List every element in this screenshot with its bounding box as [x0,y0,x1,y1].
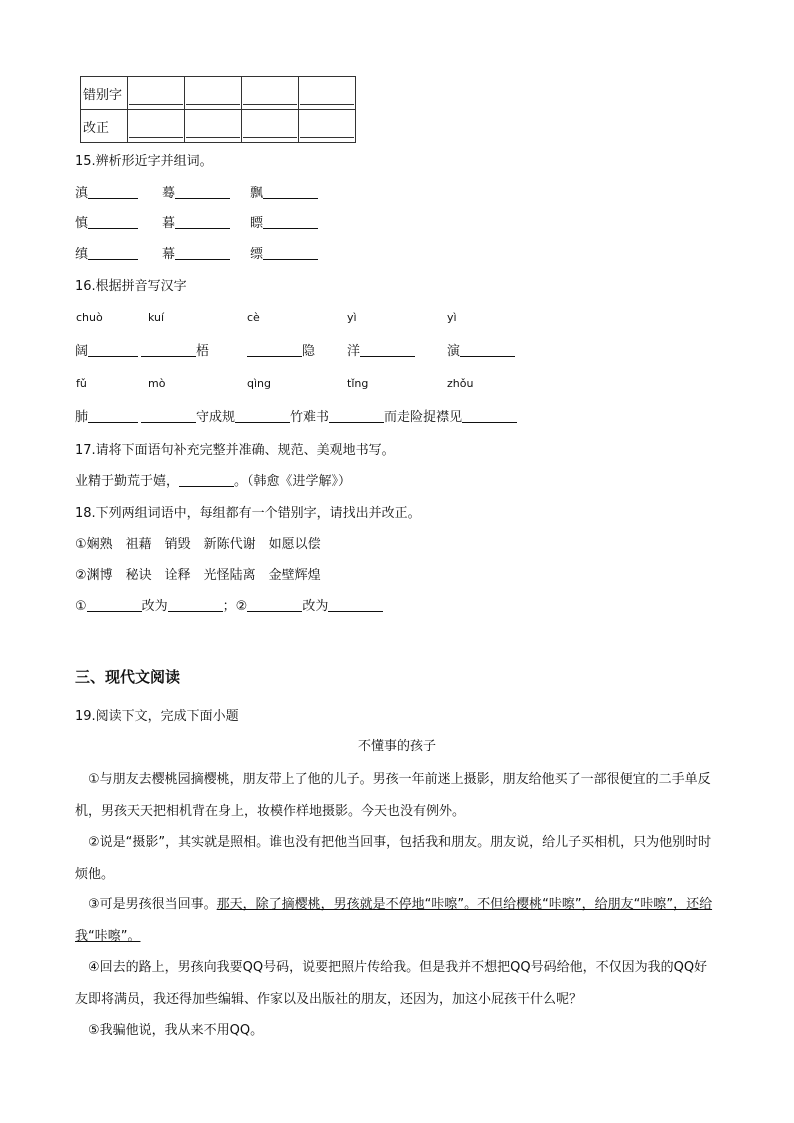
answer-cell[interactable] [128,110,185,143]
row-label-correct: 改正 [81,110,128,143]
pinyin-label: kuí [148,311,165,324]
passage-paragraph-4: ④回去的路上，男孩向我要QQ号码，说要把照片传给我。但是我并不想把QQ号码给他，不仅因为我的QQ好友即将满员，我还得加些编辑、作家以及出版社的朋友，还因为，加这小屁孩干什么呢？ [75,960,708,1007]
answer-blank[interactable] [141,409,196,423]
passage-paragraph-1: ①与朋友去樱桃园摘樱桃，朋友带上了他的儿子。男孩一年前迷上摄影，朋友给他买了一部很便宜的二手单反机，男孩天天把相机背在身上，妆模作样地摄影。今天也没有例外。 [75,772,711,819]
answer-blank[interactable] [247,343,302,357]
answer-blank[interactable] [263,246,318,260]
answer-blank[interactable] [88,409,138,423]
q15-item: 暮 [162,215,230,233]
underlined-sentence: 那天，除了摘樱桃，男孩就是不停地“咔嚓”。不但给樱桃“咔嚓”，给朋友“咔嚓”，还给我“咔嚓”。 [75,897,713,944]
table-row [81,110,356,143]
answer-blank[interactable] [235,409,290,423]
question-16-title: 16.根据拼音写汉字 [75,279,187,294]
answer-cell[interactable] [185,110,242,143]
answer-blank[interactable] [263,215,318,229]
answer-blank[interactable] [328,598,383,612]
pinyin-label: zhǒu [447,377,474,390]
q16-row2: 肺 守成规 竹难书 而走险捉襟见 [75,409,517,427]
q17-sentence: 业精于勤荒于嬉， 。（韩愈《进学解》） [75,474,352,489]
q15-item: 瞟 [250,215,318,233]
q15-item: 飘 [250,185,318,203]
answer-cell[interactable] [185,77,242,110]
answer-blank[interactable] [247,598,302,612]
question-19-title: 19.阅读下文，完成下面小题 [75,709,239,724]
q18-group-2: ②渊博 秘诀 诠释 光怪陆离 金壁辉煌 [75,568,321,583]
answer-blank[interactable] [263,185,318,199]
q18-answer-line: ① 改为 ；② 改为 [75,598,383,616]
answer-blank[interactable] [175,185,230,199]
pinyin-label: cè [247,311,260,324]
q15-item: 慎 [75,215,138,233]
answer-blank[interactable] [329,409,384,423]
q16-row1-c: 洋 [347,343,415,361]
q18-group-1: ①娴熟 祖藉 销毁 新陈代谢 如愿以偿 [75,537,321,552]
answer-blank[interactable] [175,246,230,260]
question-17-title: 17.请将下面语句补充完整并准确、规范、美观地书写。 [75,443,395,458]
correction-table [80,76,356,143]
question-18-title: 18.下列两组词语中，每组都有一个错别字，请找出并改正。 [75,506,421,521]
section-heading: 三、现代文阅读 [75,668,181,686]
table-row [81,77,356,110]
answer-cell[interactable] [128,77,185,110]
q15-item: 幕 [162,246,230,264]
passage-paragraph-5: ⑤我骗他说，我从来不用QQ。 [88,1023,264,1038]
q16-row1: 阔 梧 [75,344,210,359]
q15-item: 缜 [75,246,138,264]
pinyin-label: yì [347,311,357,324]
answer-blank[interactable] [88,215,138,229]
passage-paragraph-3: ③可是男孩很当回事。那天，除了摘樱桃，男孩就是不停地“咔嚓”。不但给樱桃“咔嚓”，给朋友“咔嚓”，还给我“咔嚓”。 [75,897,713,944]
q15-item: 缥 [250,246,318,264]
pinyin-label: mò [148,377,166,390]
answer-blank[interactable] [88,246,138,260]
answer-blank[interactable] [175,215,230,229]
pinyin-label: fǔ [76,377,87,390]
row-label-wrong: 错别字 [81,77,128,110]
q16-row1-d: 演 [447,343,515,361]
pinyin-label: chuò [76,311,103,324]
answer-blank[interactable] [460,343,515,357]
passage-title: 不懂事的孩子 [357,739,436,754]
answer-cell[interactable] [242,77,299,110]
answer-cell[interactable] [299,77,356,110]
answer-blank[interactable] [179,473,234,487]
pinyin-label: yì [447,311,457,324]
q15-item: 蓦 [162,185,230,203]
q16-row1-b: 隐 [247,343,315,361]
answer-blank[interactable] [360,343,415,357]
answer-blank[interactable] [88,185,138,199]
pinyin-label: tǐng [347,377,369,390]
pinyin-label: qìng [247,377,271,390]
passage-paragraph-2: ②说是“摄影”，其实就是照相。谁也没有把他当回事，包括我和朋友。朋友说，给儿子买相机，只为他别时时烦他。 [75,835,712,882]
answer-cell[interactable] [242,110,299,143]
answer-blank[interactable] [88,343,138,357]
q15-item: 滇 [75,185,138,203]
answer-blank[interactable] [168,598,223,612]
answer-blank[interactable] [87,598,142,612]
question-15-title: 15.辨析形近字并组词。 [75,154,213,169]
answer-blank[interactable] [462,409,517,423]
answer-cell[interactable] [299,110,356,143]
answer-blank[interactable] [141,343,196,357]
